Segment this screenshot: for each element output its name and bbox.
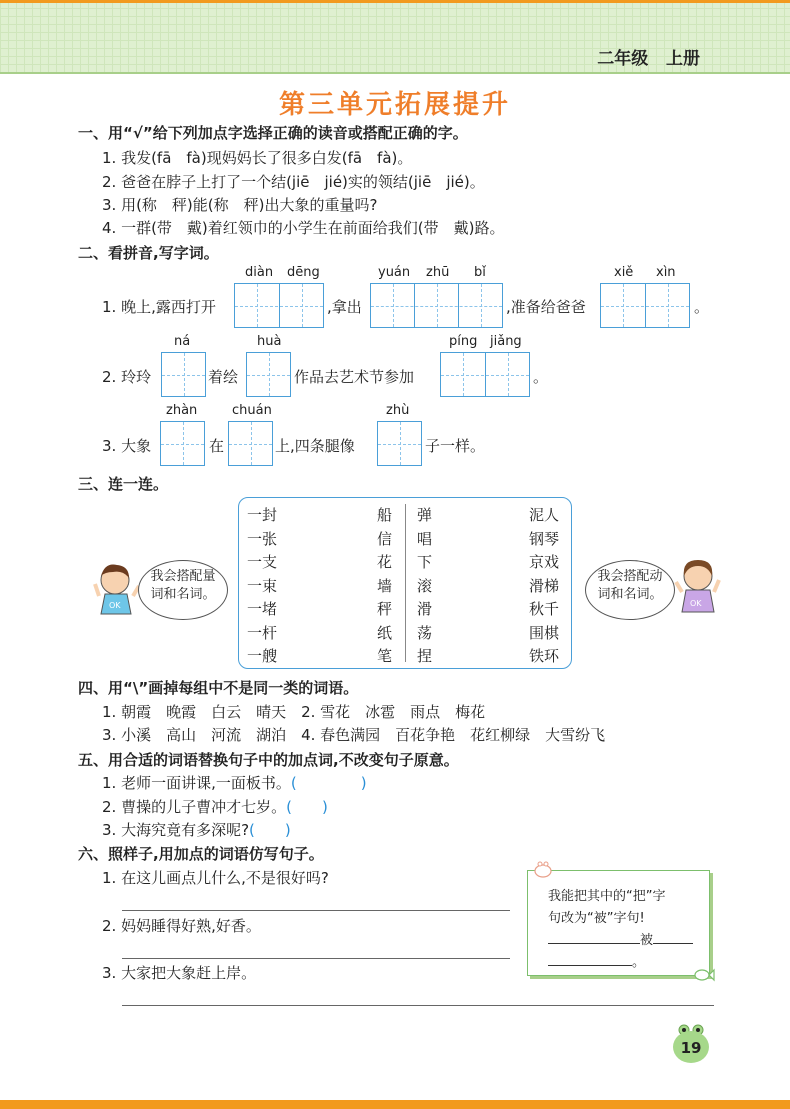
writing-grid[interactable] (234, 283, 324, 328)
writing-grid[interactable] (377, 421, 422, 466)
s2-r3-text-3: 上,四条腿像 (275, 437, 355, 455)
s2-r1-text-1: 1. 晚上,露西打开 (102, 298, 216, 316)
fish-icon (693, 967, 715, 983)
noun-right-item[interactable]: 钢琴 (529, 529, 560, 548)
verb-item[interactable]: 捏 (417, 647, 433, 665)
speech-bubble-left (138, 560, 228, 620)
measure-word-item[interactable]: 一支 (247, 553, 278, 571)
bubble-text: 我会搭配量 (150, 569, 216, 584)
s4-line-1: 1. 朝霞 晚霞 白云 晴天 2. 雪花 冰雹 雨点 梅花 (102, 703, 486, 721)
s6-line-2: 2. 妈妈睡得好熟,好香。 (102, 917, 261, 935)
noun-left-item[interactable]: 船 (377, 506, 393, 524)
verb-item[interactable]: 唱 (417, 529, 433, 548)
answer-line[interactable] (122, 958, 510, 959)
writing-grid[interactable] (246, 352, 291, 397)
answer-paren-close[interactable]: ) (284, 821, 291, 839)
noun-left-item[interactable]: 花 (377, 553, 393, 571)
section-4-heading: 四、用“\”画掉每组中不是同一类的词语。 (78, 679, 359, 697)
note-blank[interactable] (653, 931, 693, 944)
s5-line-1 (102, 772, 367, 793)
speech-bubble-right (585, 560, 675, 620)
noun-left-item[interactable]: 笔 (377, 647, 393, 665)
answer-paren-close[interactable]: ) (360, 774, 367, 792)
s2-r1-text-3: ,准备给爸爸 (506, 298, 586, 316)
verb-item[interactable]: 下 (417, 553, 433, 571)
s5-line-2 (102, 796, 328, 817)
note-line-3 (548, 929, 693, 948)
writing-grid[interactable] (228, 421, 273, 466)
pinyin: zhù (386, 403, 410, 418)
pinyin: zhàn (166, 403, 198, 418)
s5-sentence: 2. 曹操的儿子曹冲才七岁。 (102, 798, 287, 816)
s2-r1-text-4: 。 (694, 298, 710, 316)
s2-r3-text-1: 3. 大象 (102, 437, 152, 455)
noun-left-item[interactable]: 纸 (377, 623, 393, 642)
svg-text:OK: OK (690, 599, 702, 608)
section-2-heading: 二、看拼音,写字词。 (78, 244, 219, 262)
s5-sentence: 3. 大海究竟有多深呢? (102, 821, 250, 839)
s1-line-2: 2. 爸爸在脖子上打了一个结(jiē jié)实的领结(jiē jié)。 (102, 173, 485, 191)
matching-box (238, 497, 572, 669)
s6-line-3: 3. 大家把大象赶上岸。 (102, 964, 257, 982)
answer-paren-open[interactable]: ( (286, 798, 292, 816)
note-blank[interactable] (548, 953, 632, 966)
svg-text:OK: OK (109, 601, 121, 610)
pinyin: píng (449, 334, 478, 349)
volume-text: 上册 (666, 49, 700, 69)
answer-line[interactable] (122, 910, 510, 911)
grade-text: 二年级 (597, 49, 649, 69)
answer-line[interactable] (122, 1005, 714, 1006)
section-1-heading: 一、用“√”给下列加点字选择正确的读音或搭配正确的字。 (78, 124, 468, 142)
writing-grid[interactable] (370, 283, 503, 328)
s2-r3-text-2: 在 (209, 437, 225, 455)
noun-right-item[interactable]: 铁环 (529, 647, 560, 665)
measure-word-item[interactable]: 一束 (247, 576, 278, 595)
pinyin: xìn (656, 265, 676, 280)
pinyin: huà (257, 334, 282, 349)
s2-r2-text-4: 。 (533, 368, 549, 386)
measure-word-item[interactable]: 一封 (247, 506, 278, 524)
measure-word-item[interactable]: 一艘 (247, 647, 278, 665)
answer-paren-open[interactable]: ( (290, 774, 297, 792)
measure-word-item[interactable]: 一杆 (247, 623, 278, 642)
bubble-text: 词和名词。 (150, 587, 216, 602)
s6-line-1: 1. 在这儿画点儿什么,不是很好吗? (102, 869, 329, 887)
page-title: 第三单元拓展提升 (278, 90, 511, 120)
measure-word-item[interactable]: 一堵 (247, 600, 278, 618)
noun-left-item[interactable]: 信 (377, 529, 393, 548)
s2-r2-text-2: 着绘 (208, 368, 239, 386)
pinyin: dēng (287, 265, 320, 280)
writing-grid[interactable] (600, 283, 690, 328)
pinyin: yuán (378, 265, 411, 280)
note-line-4 (548, 951, 645, 970)
note-bei: 被 (640, 933, 654, 948)
noun-right-item[interactable]: 滑梯 (529, 576, 560, 595)
s2-r3-text-4: 子一样。 (425, 437, 486, 455)
note-line-2: 句改为“被”字句! (548, 911, 645, 926)
verb-item[interactable]: 弹 (417, 506, 433, 524)
s5-sentence: 1. 老师一面讲课,一面板书。 (102, 774, 291, 792)
noun-right-item[interactable]: 泥人 (529, 506, 560, 524)
pinyin: chuán (232, 403, 272, 418)
note-line-1: 我能把其中的“把”字 (548, 889, 666, 904)
noun-right-item[interactable]: 围棋 (529, 623, 560, 642)
header-accent-bar (0, 0, 790, 3)
s2-r1-text-2: ,拿出 (327, 298, 362, 316)
boy-illustration (93, 560, 143, 616)
noun-left-item[interactable]: 墙 (377, 576, 393, 595)
section-3-heading: 三、连一连。 (78, 475, 169, 493)
s4-line-2: 3. 小溪 高山 河流 湖泊 4. 春色满园 百花争艳 花红柳绿 大雪纷飞 (102, 726, 606, 744)
verb-item[interactable]: 滑 (417, 600, 433, 618)
section-5-heading: 五、用合适的词语替换句子中的加点词,不改变句子原意。 (78, 751, 459, 769)
crab-icon (532, 859, 554, 879)
bubble-text: 词和名词。 (597, 587, 663, 602)
writing-grid[interactable] (440, 352, 530, 397)
note-card (527, 870, 710, 976)
pinyin: jiǎng (490, 334, 522, 349)
section-6-heading: 六、照样子,用加点的词语仿写句子。 (78, 845, 324, 863)
s1-line-4: 4. 一群(带 戴)着红领巾的小学生在前面给我们(带 戴)路。 (102, 219, 505, 237)
s1-line-3: 3. 用(称 秤)能(称 秤)出大象的重量吗? (102, 196, 378, 214)
note-blank[interactable] (548, 931, 640, 944)
pinyin: zhū (426, 265, 450, 280)
pinyin: bǐ (474, 265, 486, 280)
pinyin: ná (174, 334, 191, 349)
verb-item[interactable]: 荡 (417, 623, 433, 642)
noun-right-item[interactable]: 秋千 (529, 600, 560, 618)
answer-paren-open[interactable]: ( (249, 821, 255, 839)
s1-line-1: 1. 我发(fā fà)现妈妈长了很多白发(fā fà)。 (102, 149, 413, 167)
s2-r2-text-3: 作品去艺术节参加 (294, 368, 415, 386)
s5-line-3 (102, 819, 291, 840)
verb-item[interactable]: 滚 (417, 576, 433, 595)
measure-word-item[interactable]: 一张 (247, 529, 278, 548)
grade-label (597, 44, 700, 69)
s2-r2-text-1: 2. 玲玲 (102, 368, 152, 386)
writing-grid[interactable] (161, 352, 206, 397)
page-number: 19 (673, 1031, 709, 1063)
page-footer-bar (0, 1100, 790, 1109)
pinyin: diàn (245, 265, 274, 280)
answer-paren-close[interactable]: ) (321, 798, 328, 816)
noun-right-item[interactable]: 京戏 (529, 553, 560, 571)
girl-illustration (672, 556, 722, 614)
pinyin: xiě (614, 265, 634, 280)
noun-left-item[interactable]: 秤 (377, 600, 393, 618)
bubble-text: 我会搭配动 (597, 569, 663, 584)
writing-grid[interactable] (160, 421, 205, 466)
note-period: 。 (632, 955, 646, 970)
